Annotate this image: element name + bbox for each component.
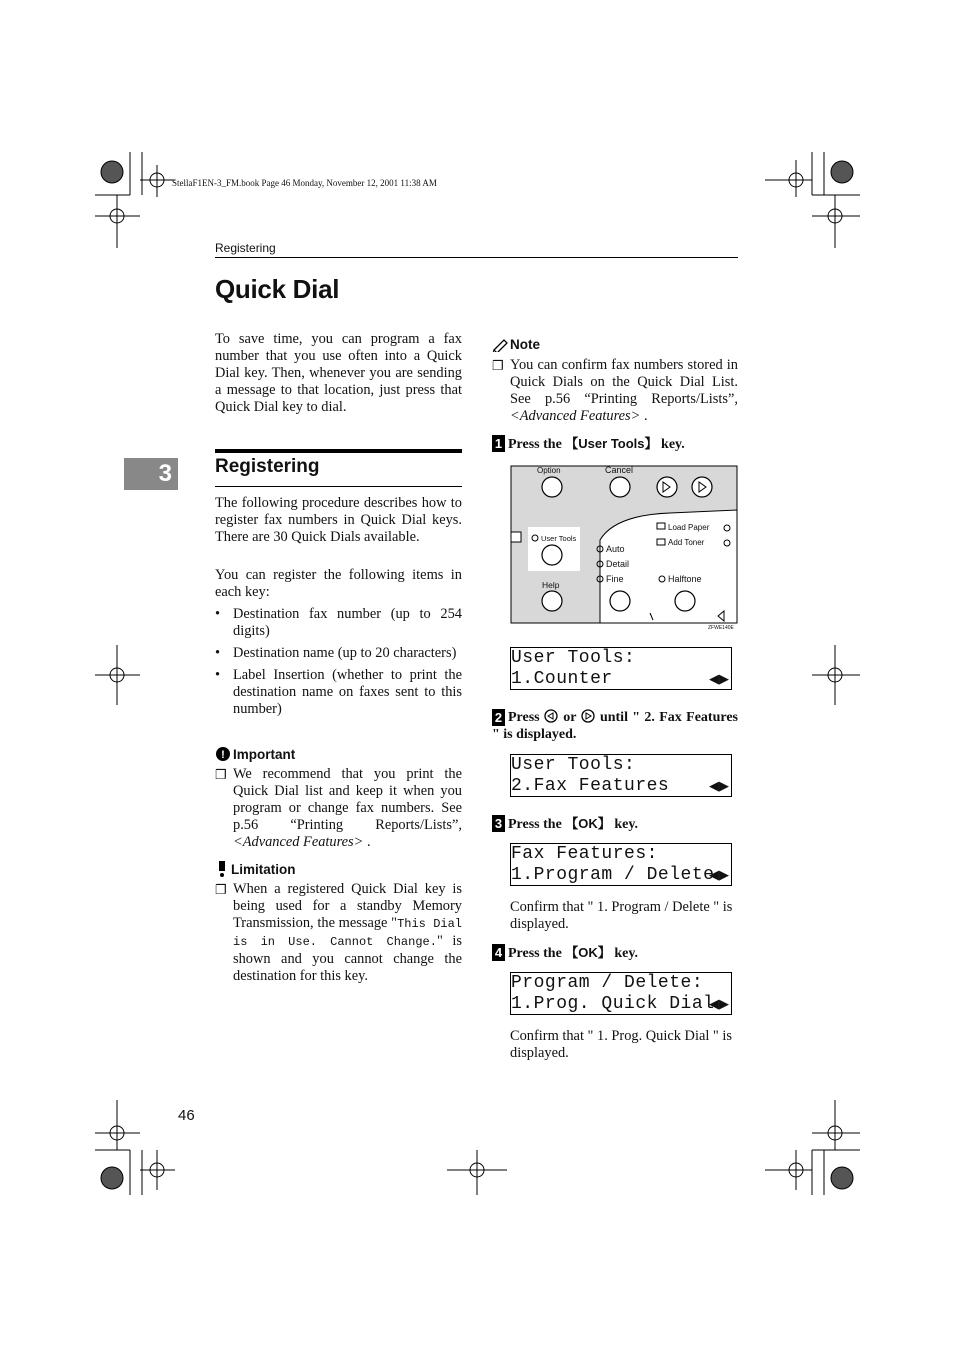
load-paper-label: Load Paper [668,523,710,532]
bullet-list [215,606,462,718]
fine-label: Fine [606,574,624,584]
section-heading: Registering [215,456,320,477]
note-item: ❒ You can confirm fax numbers stored in Quick Dials on the Quick Dial List. See p.56 “Printing Reports/Lists”, <Advanced Features> . [492,357,738,424]
page-number: 46 [178,1107,195,1124]
figure-code: ZFWE140E [708,625,734,631]
left-right-arrows-icon: ◀▶ [709,671,729,686]
list-item: • Destination name (up to 20 characters) [215,645,457,661]
help-label: Help [542,580,560,590]
left-right-arrows-icon: ◀▶ [709,996,729,1011]
right-arrow-key-icon [581,709,596,723]
lcd-display-4: Program / Delete: 1.Prog. Quick Dial ◀▶ [510,972,732,1015]
page-title: Quick Dial [215,274,340,304]
limitation-heading: Limitation [215,861,296,877]
lcd-display-2: User Tools: 2.Fax Features ◀▶ [510,754,732,797]
note-heading: Note [492,337,540,352]
step-3: 3 Press the 【OK】 key. [492,815,738,833]
detail-label: Detail [606,559,630,569]
checkbox-icon: ❒ [215,767,227,782]
auto-label: Auto [606,544,625,554]
step-4: 4 Press the 【OK】 key. [492,944,738,962]
section-rule [215,486,462,487]
confirm-text-4: Confirm that " 1. Prog. Quick Dial " is displayed. [510,1028,732,1061]
important-heading: ! Important [215,746,295,762]
step-2: 2 Press or until " 2. Fax Features " is displayed. [492,710,738,742]
left-right-arrows-icon: ◀▶ [709,867,729,882]
limitation-item: ❒ When a registered Quick Dial key is being used for a standby Memory Transmission, the message "This Dial is in Use. Cannot Change." is shown and you cannot change the destination for this key. [215,881,463,984]
control-panel-illustration [510,465,738,635]
file-info: StellaF1EN-3_FM.book Page 46 Monday, November 12, 2001 11:38 AM [172,178,437,188]
left-arrow-key-icon [544,709,559,723]
running-header: Registering [215,241,276,255]
confirm-text-3: Confirm that " 1. Program / Delete " is displayed. [510,899,733,932]
intro-paragraph: To save time, you can program a fax number that you use often into a Quick Dial key. Then, whenever you are sending a message to that location, just press that Quick Dial key to dial. [215,331,462,415]
left-right-arrows-icon: ◀▶ [709,778,729,793]
option-label: Option [537,466,561,475]
add-toner-label: Add Toner [668,538,705,547]
user-tools-label: User Tools [541,534,577,543]
important-icon [215,746,231,762]
lcd-display-3: Fax Features: 1.Program / Delete ◀▶ [510,843,732,886]
chapter-tab: 3 [124,458,178,490]
halftone-label: Halftone [668,574,702,584]
cancel-label: Cancel [605,465,634,475]
important-item: ❒ We recommend that you print the Quick Dial list and keep it when you program or change fax numbers. See p.56 “Printing Reports/Lists”, <Advanced Features> . [215,766,462,850]
list-item: • Label Insertion (whether to print the destination name on faxes sent to this number) [215,667,462,717]
pencil-icon [492,338,508,352]
svg-text:!: ! [221,749,225,761]
checkbox-icon: ❒ [492,358,504,373]
list-item: • Destination fax number (up to 254 digits) [215,606,462,639]
checkbox-icon: ❒ [215,882,227,897]
limitation-icon [215,861,229,877]
section-para-1: The following procedure describes how to register fax numbers in Quick Dial keys. There are 30 Quick Dials available. [215,495,462,545]
section-para-2: You can register the following items in each key: [215,567,462,600]
step-1: 1 Press the 【User Tools】 key. [492,435,738,453]
header-rule [215,257,738,258]
lcd-display-1: User Tools: 1.Counter ◀▶ [510,647,732,690]
section-bar [215,449,462,453]
